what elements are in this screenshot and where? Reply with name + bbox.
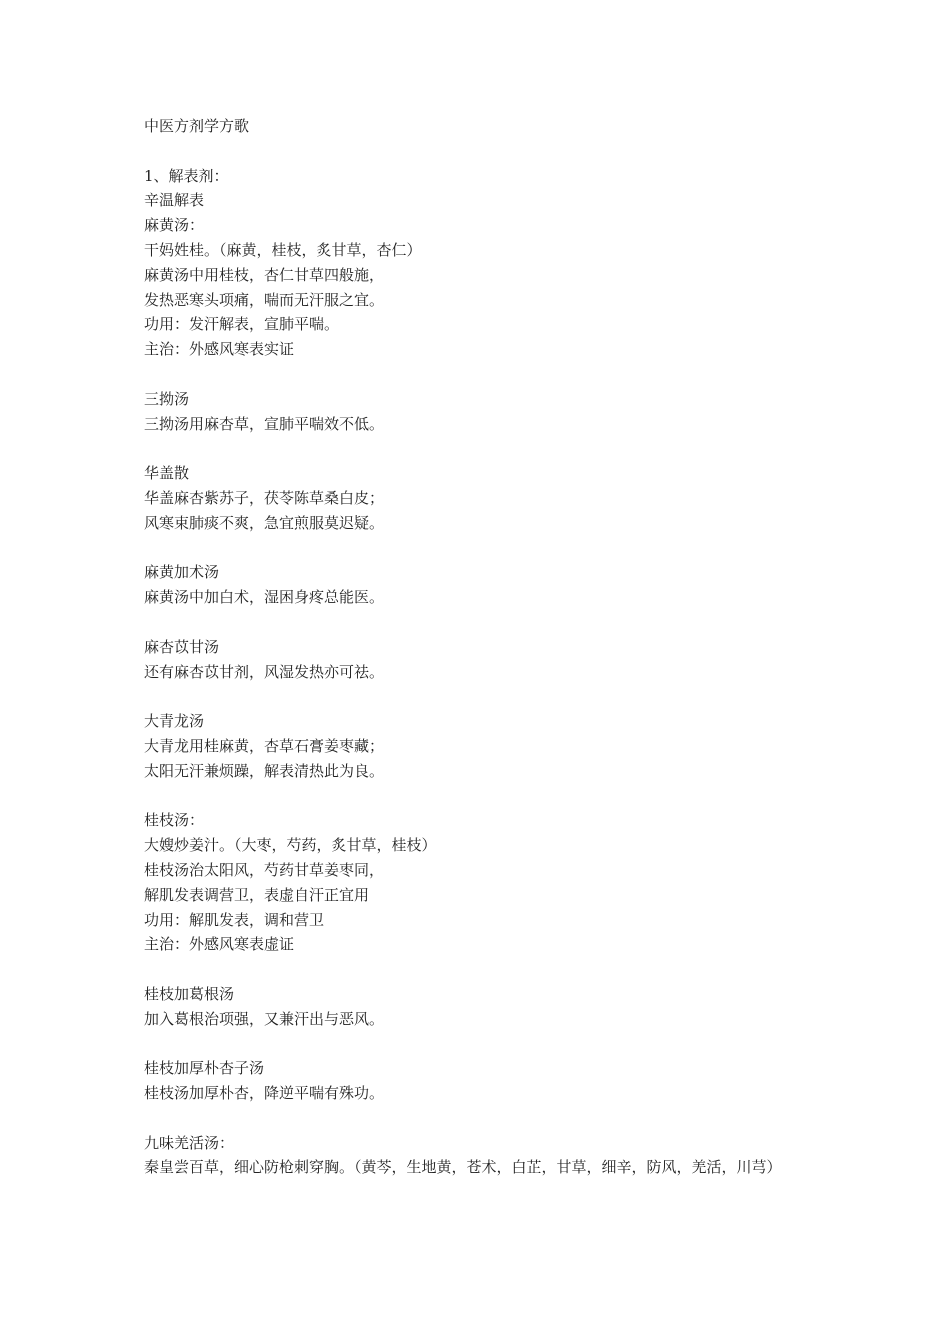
blank-line <box>144 784 814 809</box>
text-line: 桂枝汤治太阳风，芍药甘草姜枣同， <box>144 860 385 879</box>
text-line: 解肌发表调营卫，表虚自汗正宜用 <box>144 885 370 904</box>
text-line: 桂枝汤加厚朴杏，降逆平喘有殊功。 <box>144 1084 385 1103</box>
text-line: 麻黄汤中用桂枝，杏仁甘草四般施， <box>144 265 385 284</box>
text-lines <box>144 139 814 1180</box>
text-line: 辛温解表 <box>144 191 205 210</box>
blank-line <box>144 684 814 709</box>
blank-line <box>144 536 814 561</box>
blank-line <box>144 610 814 635</box>
text-line: 大青龙汤 <box>144 712 205 731</box>
text-line: 桂枝汤： <box>144 811 205 830</box>
text-line: 秦皇尝百草，细心防枪刺穿胸。（黄芩，生地黄，苍术，白芷，甘草，细辛，防风，羌活，川芎） <box>144 1158 782 1177</box>
text-line: 麻黄加术汤 <box>144 563 220 582</box>
text-line: 还有麻杏苡甘剂，风湿发热亦可祛。 <box>144 662 385 681</box>
text-line: 麻黄汤： <box>144 216 205 235</box>
text-line: 风寒束肺痰不爽，急宜煎服莫迟疑。 <box>144 513 385 532</box>
text-line: 三拗汤 <box>144 389 190 408</box>
blank-line <box>144 139 814 164</box>
text-line: 九味羌活汤： <box>144 1133 235 1152</box>
text-line: 麻黄汤中加白术，湿困身疼总能医。 <box>144 588 385 607</box>
text-line: 主治：外感风寒表实证 <box>144 340 295 359</box>
document-title: 中医方剂学方歌 <box>144 117 250 135</box>
text-line: 三拗汤用麻杏草，宣肺平喘效不低。 <box>144 414 385 433</box>
text-line: 大嫂炒姜汁。（大枣，芍药，炙甘草，桂枝） <box>144 836 437 855</box>
document-body <box>144 114 814 1180</box>
text-line: 麻杏苡甘汤 <box>144 637 220 656</box>
text-line: 桂枝加葛根汤 <box>144 984 235 1003</box>
blank-line <box>144 436 814 461</box>
text-line: 桂枝加厚朴杏子汤 <box>144 1059 265 1078</box>
text-line: 功用：解肌发表，调和营卫 <box>144 910 325 929</box>
blank-line <box>144 362 814 387</box>
text-line: 发热恶寒头项痛，喘而无汗服之宜。 <box>144 290 385 309</box>
text-line: 主治：外感风寒表虚证 <box>144 935 295 954</box>
text-line: 大青龙用桂麻黄，杏草石膏姜枣藏； <box>144 736 385 755</box>
blank-line <box>144 957 814 982</box>
text-line: 华盖麻杏紫苏子，茯苓陈草桑白皮； <box>144 488 385 507</box>
text-line: 干妈姓桂。（麻黄，桂枝，炙甘草，杏仁） <box>144 240 422 259</box>
blank-line <box>144 1106 814 1131</box>
text-line: 1、解表剂： <box>144 166 229 185</box>
text-line: 太阳无汗兼烦躁，解表清热此为良。 <box>144 761 385 780</box>
text-line: 功用：发汗解表，宣肺平喘。 <box>144 315 340 334</box>
text-line: 加入葛根治项强，又兼汗出与恶风。 <box>144 1009 385 1028</box>
text-line: 华盖散 <box>144 464 190 483</box>
blank-line <box>144 1031 814 1056</box>
